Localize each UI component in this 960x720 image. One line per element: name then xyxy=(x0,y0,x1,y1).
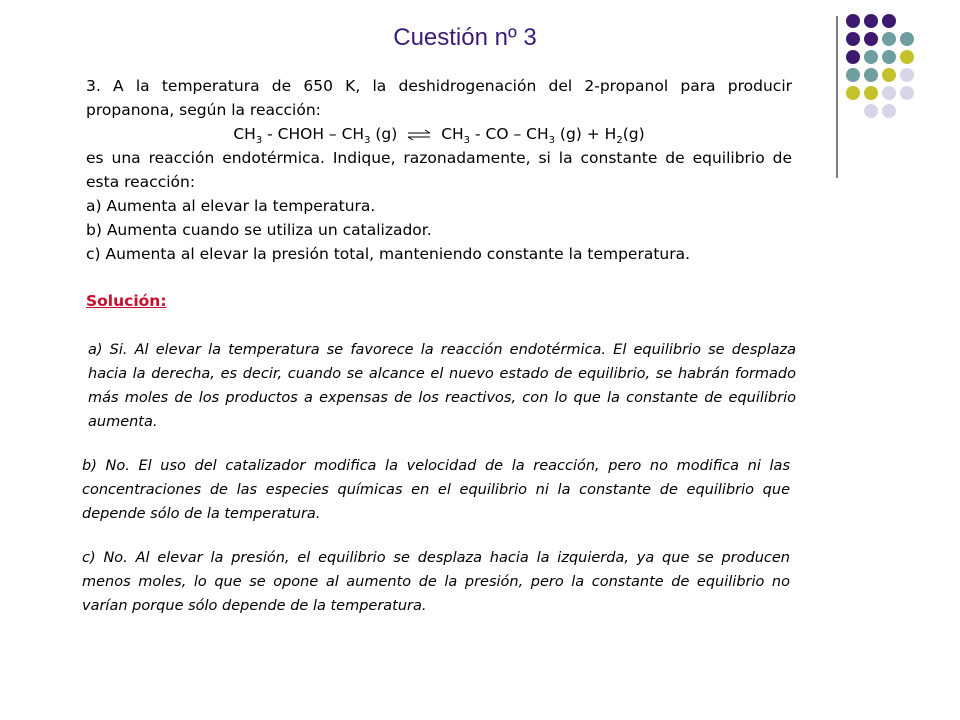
question-body: es una reacción endotérmica. Indique, razonadamente, si la constante de equilibrio de esta reacción: xyxy=(86,149,792,191)
answer-a: a) Si. Al elevar la temperatura se favorece la reacción endotérmica. El equilibrio se desplaza hacia la derecha, es decir, cuando se alcance el nuevo estado de equilibrio, se habrán formado más moles de los productos a expensas de los reactivos, con lo que la constante de equilibrio aumenta. xyxy=(88,342,796,430)
decorative-dot xyxy=(900,86,914,100)
decorative-dot xyxy=(846,68,860,82)
option-a: a) Aumenta al elevar la temperatura. xyxy=(86,197,376,215)
equation-reactants: $CH_3$ - CHOH – $CH_3$ (g) xyxy=(233,125,398,147)
answer-b: b) No. El uso del catalizador modifica la velocidad de la reacción, pero no modifica ni las concentraciones de las especies químicas en el equilibrio ni la constante de equilibrio que depende sólo de la temperatura. xyxy=(82,458,790,522)
decorative-dot xyxy=(882,14,896,28)
question-block xyxy=(86,74,792,266)
equilibrium-arrows-icon xyxy=(406,129,432,141)
decorative-dot xyxy=(900,68,914,82)
decorative-dot xyxy=(846,32,860,46)
decorative-dot xyxy=(864,68,878,82)
decorative-dot xyxy=(846,14,860,28)
page-title: Cuestión nº 3 xyxy=(393,24,537,51)
decorative-dot xyxy=(900,50,914,64)
solution-heading: Solución: xyxy=(86,292,167,310)
equation-products: $CH_3$ - CO – $CH_3$ $(g) + H_2(g)$ xyxy=(441,125,645,147)
decorative-divider xyxy=(836,16,838,178)
decorative-dot xyxy=(864,32,878,46)
decorative-dot xyxy=(864,86,878,100)
decorative-dot xyxy=(882,68,896,82)
decorative-dot xyxy=(864,14,878,28)
answer-c: c) No. Al elevar la presión, el equilibrio se desplaza hacia la izquierda, ya que se producen menos moles, lo que se opone al aumento de la presión, pero la constante de equilibrio no varían porque sólo depende de la temperatura. xyxy=(82,550,790,614)
decorative-dot xyxy=(900,32,914,46)
decorative-dot xyxy=(846,50,860,64)
decorative-dot xyxy=(864,50,878,64)
decorative-dot xyxy=(882,86,896,100)
question-intro: 3. A la temperatura de 650 K, la deshidrogenación del 2-propanol para producir propanona, según la reacción: xyxy=(86,77,792,119)
reaction-equation xyxy=(86,122,792,146)
decorative-dot xyxy=(882,32,896,46)
option-b: b) Aumenta cuando se utiliza un catalizador. xyxy=(86,221,432,239)
decorative-dot xyxy=(882,50,896,64)
decorative-dot xyxy=(864,104,878,118)
decorative-dot xyxy=(846,86,860,100)
decorative-dot xyxy=(882,104,896,118)
option-c: c) Aumenta al elevar la presión total, manteniendo constante la temperatura. xyxy=(86,245,691,263)
